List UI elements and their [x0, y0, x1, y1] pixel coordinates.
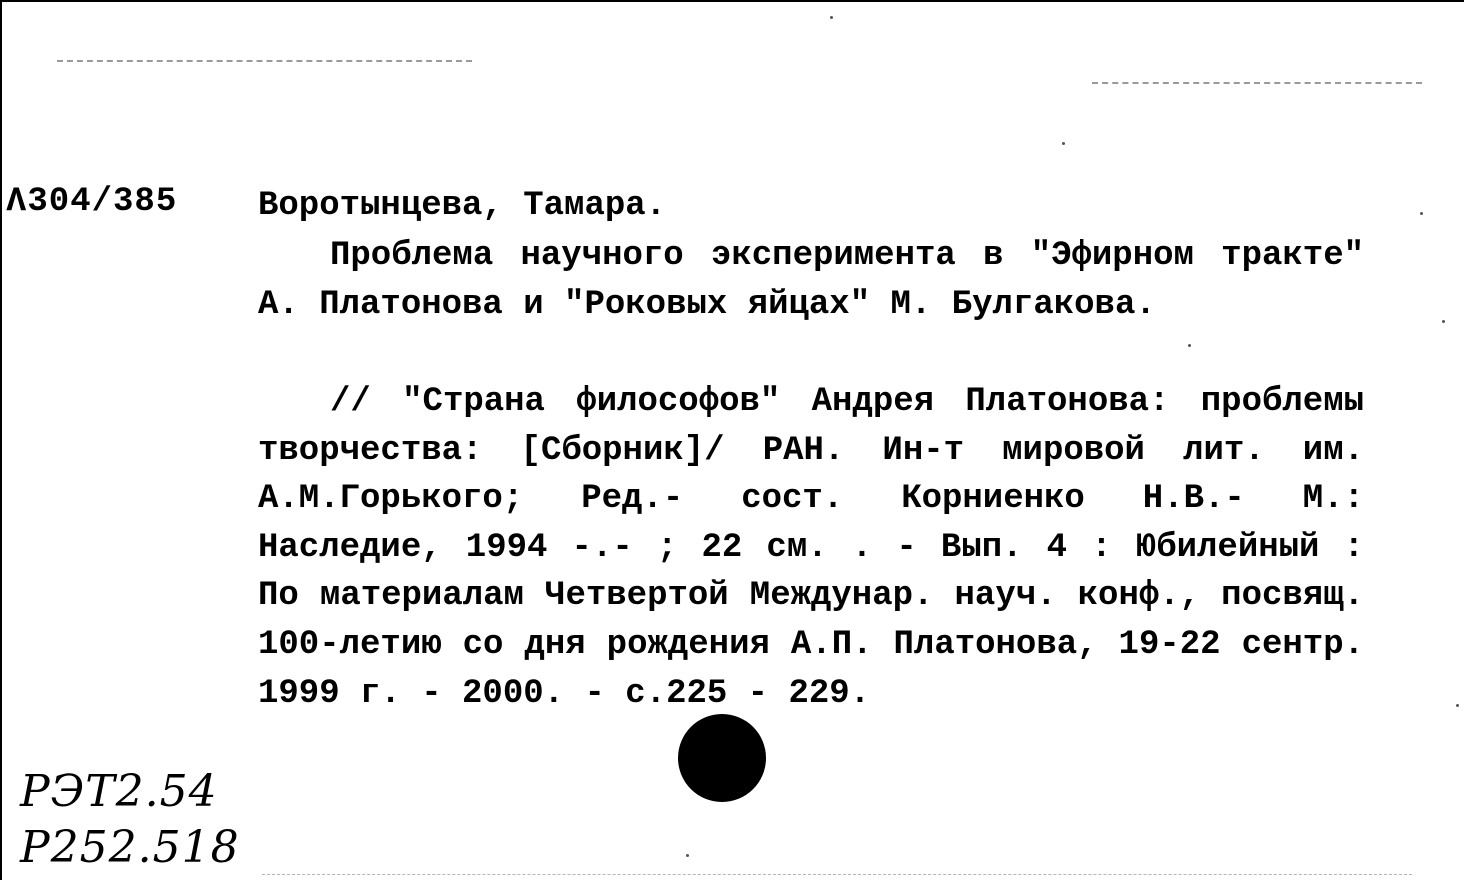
speck — [830, 16, 833, 19]
speck — [1062, 142, 1065, 145]
speck — [1456, 704, 1459, 707]
top-right-rule — [1092, 82, 1422, 84]
work-title: Проблема научного эксперимента в "Эфирном тракте" А. Платонова и "Роковых яйцах" М. Булгакова. — [258, 237, 1364, 324]
shelf-mark: Р252.518 — [20, 822, 240, 873]
speck — [1420, 212, 1423, 215]
shelf-mark: РЭТ2.54 — [20, 766, 218, 817]
author-heading: Воротынцева, Тамара. — [258, 187, 667, 225]
call-number: Λ304/385 — [6, 183, 178, 221]
hole-punch-mark — [678, 714, 766, 802]
speck — [686, 854, 689, 857]
bottom-rule — [262, 874, 1412, 875]
speck — [1188, 344, 1191, 347]
top-left-rule — [57, 60, 472, 62]
source-description: // "Страна философов" Андрея Платонова: проблемы творчества: [Сборник]/ РАН. Ин-т мировой лит. им. А.М.Горького; Ред.- сост. Корниенко Н.В.- М.: Наследие, 1994 -.- ; 22 см. . - Вып. 4 : Юбилейный : По материалам Четвертой Междунар. науч. конф., посвящ. 100-летию со дня рождения А.П. Платонова, 19-22 сентр. 1999 г. - 2000. - с.225 - 229. — [258, 383, 1364, 713]
speck — [1442, 320, 1445, 323]
